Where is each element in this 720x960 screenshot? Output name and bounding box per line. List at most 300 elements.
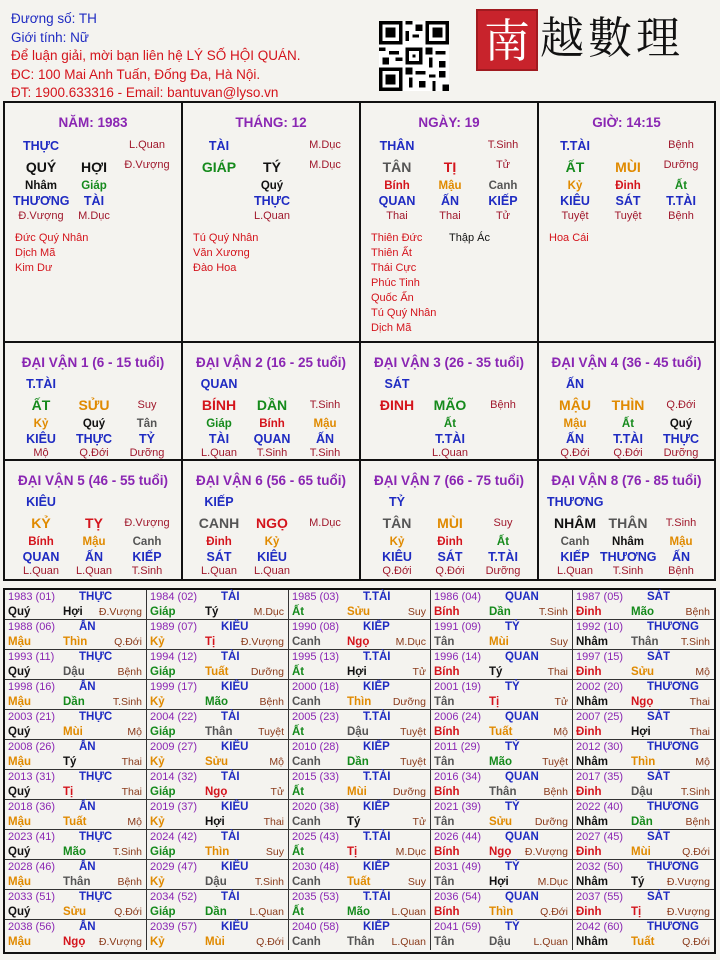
star-label: Kim Dư [15, 262, 53, 274]
chart-header [11, 10, 300, 103]
year-god: T.TÀI [363, 651, 391, 663]
year-cell [147, 740, 289, 770]
year-cell [289, 620, 431, 650]
dai-van-title: ĐẠI VẬN 3 (26 - 35 tuổi) [373, 355, 525, 370]
dai-van-hidden-god: THƯƠNG [600, 550, 657, 564]
year-stage: Q.Đới [114, 906, 142, 918]
year-label: 2001 (19) [434, 681, 482, 693]
dai-van-stage: M.Dục [309, 517, 341, 529]
hidden-stem: Bính [384, 180, 410, 192]
star-label: Tú Quý Nhân [371, 307, 437, 319]
year-god: THƯƠNG [647, 921, 699, 933]
year-god: KIẾP [363, 741, 390, 753]
year-stage: Q.Đới [256, 936, 284, 948]
year-stage: Tuyệt [400, 726, 426, 738]
dai-van-hidden-stem: Ất [443, 418, 457, 430]
year-label: 2026 (44) [434, 831, 482, 843]
dai-van-hidden-stage: L.Quan [200, 565, 238, 577]
year-cell [573, 890, 714, 920]
year-god: ẤN [79, 681, 96, 693]
year-stem: Ất [292, 726, 305, 738]
year-label: 2021 (39) [434, 801, 482, 813]
year-branch: Thìn [347, 696, 372, 708]
dai-van-hidden-god: TỶ [139, 432, 155, 446]
year-god: SÁT [647, 891, 670, 903]
pillar-cell [5, 103, 183, 343]
year-stem: Kỷ [150, 756, 165, 768]
dai-van-hidden-god: SÁT [437, 550, 463, 564]
dai-van-god: T.TÀI [26, 377, 56, 391]
year-branch: Dậu [631, 786, 653, 798]
hidden-god: T.TÀI [666, 194, 696, 208]
year-stage: M.Dục [537, 876, 568, 888]
year-branch: Tý [63, 756, 77, 768]
year-stem: Kỷ [150, 636, 165, 648]
dai-van-hidden-stage: T.Sinh [256, 447, 288, 459]
year-stage: Thai [547, 666, 568, 678]
year-label: 2029 (47) [150, 861, 198, 873]
year-stem: Quý [8, 666, 31, 678]
year-god: THƯƠNG [647, 681, 699, 693]
hidden-stage: Bệnh [668, 210, 694, 222]
year-label: 2040 (58) [292, 921, 340, 933]
hidden-stage: M.Dục [78, 210, 110, 222]
year-branch: Dậu [63, 666, 85, 678]
year-branch: Mùi [347, 786, 367, 798]
year-stage: Suy [407, 606, 426, 618]
year-god: SÁT [647, 591, 670, 603]
dai-van-title: ĐẠI VẬN 4 (36 - 45 tuổi) [551, 355, 702, 370]
dai-van-stage: Q.Đới [666, 399, 696, 411]
year-stem: Mậu [8, 696, 31, 708]
year-god: ẤN [79, 861, 96, 873]
year-stem: Đinh [576, 846, 602, 858]
year-god: TÀI [221, 891, 240, 903]
year-label: 2019 (37) [150, 801, 198, 813]
year-cell [573, 650, 714, 680]
hidden-stem: Canh [488, 180, 518, 192]
dai-van-hidden-god: QUAN [253, 432, 291, 446]
year-cell [147, 830, 289, 860]
year-stage: L.Quan [391, 936, 426, 948]
year-branch: Tuất [63, 816, 87, 828]
year-stem: Bính [434, 846, 460, 858]
year-stem: Tân [434, 816, 455, 828]
dai-van-hidden-stem: Quý [82, 418, 106, 430]
dai-van-hidden-stage: Q.Đới [79, 447, 109, 459]
year-stem: Giáp [150, 786, 176, 798]
year-branch: Sửu [489, 816, 513, 828]
qr-code-icon [379, 21, 449, 91]
dai-van-hidden-stage: T.Sinh [131, 565, 163, 577]
year-stage: Bệnh [117, 666, 142, 678]
dai-van-hidden-stage: L.Quan [22, 565, 60, 577]
year-cell [573, 590, 714, 620]
year-cell [5, 740, 147, 770]
hidden-god: ẤN [440, 194, 460, 208]
dai-van-hidden-god: ẤN [315, 432, 335, 446]
dai-van-cell [539, 461, 714, 579]
dai-van-stage: Suy [137, 399, 157, 411]
year-stage: Dưỡng [534, 816, 568, 828]
phone-email-line: ĐT: 1900.633316 - Email: bantuvan@lyso.vn [11, 85, 279, 100]
year-branch: Thân [205, 726, 233, 738]
hidden-stage: Tuyệt [561, 210, 589, 222]
dai-van-branch: MÃO [433, 397, 467, 413]
dai-van-hidden-stem: Ất [621, 418, 635, 430]
pillar-cell [361, 103, 539, 343]
year-stage: Đ.Vượng [98, 606, 142, 618]
year-god: TÀI [221, 591, 240, 603]
year-label: 2033 (51) [8, 891, 56, 903]
dai-van-title: ĐẠI VẬN 5 (46 - 55 tuổi) [17, 473, 169, 488]
dai-van-stem: ĐINH [379, 397, 415, 413]
year-stem: Tân [434, 936, 455, 948]
year-stage: Tử [412, 816, 426, 828]
hidden-god: SÁT [615, 194, 641, 208]
dai-van-hidden-stem: Tân [136, 418, 158, 430]
year-cell [5, 920, 147, 950]
year-cell [431, 620, 573, 650]
year-god: THƯƠNG [647, 861, 699, 873]
year-stem: Nhâm [576, 756, 608, 768]
dai-van-hidden-stem: Giáp [206, 418, 232, 430]
year-label: 1988 (06) [8, 621, 56, 633]
hidden-god: THƯƠNG [13, 194, 70, 208]
dai-van-hidden-stage: L.Quan [431, 447, 469, 459]
year-cell [5, 680, 147, 710]
year-stem: Quý [8, 846, 31, 858]
hidden-stem: Mậu [438, 180, 462, 192]
year-cell [431, 590, 573, 620]
year-god: KIẾP [363, 921, 390, 933]
dai-van-hidden-stem: Mậu [669, 536, 693, 548]
year-stem: Tân [434, 756, 455, 768]
year-cell [573, 740, 714, 770]
hidden-stem: Giáp [81, 180, 107, 192]
year-branch: Mão [205, 696, 228, 708]
year-cell [431, 680, 573, 710]
year-stem: Nhâm [576, 876, 608, 888]
hidden-god: QUAN [378, 194, 416, 208]
year-stage: Thai [121, 786, 142, 798]
hidden-stem: Đinh [615, 180, 641, 192]
hidden-stem: Ất [674, 180, 688, 192]
dai-van-hidden-stem: Bính [259, 418, 285, 430]
year-stem: Bính [434, 906, 460, 918]
year-branch: Dậu [489, 936, 511, 948]
star-label: Văn Xương [193, 247, 250, 259]
year-label: 2000 (18) [292, 681, 340, 693]
year-branch: Mão [489, 756, 512, 768]
year-cell [147, 590, 289, 620]
pillar-stem: QUÝ [25, 159, 57, 175]
year-branch: Ngọ [63, 936, 86, 948]
year-cell [289, 830, 431, 860]
year-label: 2007 (25) [576, 711, 624, 723]
dai-van-hidden-god: QUAN [22, 550, 60, 564]
year-god: THỰC [79, 891, 113, 903]
year-stem: Đinh [576, 666, 602, 678]
dai-van-hidden-stage: L.Quan [253, 565, 291, 577]
pillar-stage: Đ.Vượng [124, 159, 170, 171]
year-branch: Ngọ [205, 786, 228, 798]
dai-van-god: KIÊU [26, 495, 56, 509]
year-label: 2039 (57) [150, 921, 198, 933]
dai-van-hidden-god: THỰC [662, 432, 700, 446]
dai-van-title: ĐẠI VẬN 1 (6 - 15 tuổi) [21, 355, 165, 370]
year-label: 2036 (54) [434, 891, 482, 903]
year-cell [431, 860, 573, 890]
year-cell [5, 710, 147, 740]
year-god: TỶ [505, 801, 520, 813]
dai-van-stage: T.Sinh [665, 517, 697, 529]
year-stem: Canh [292, 816, 321, 828]
dai-van-hidden-stem: Nhâm [612, 536, 644, 548]
dai-van-hidden-stage: L.Quan [556, 565, 594, 577]
year-god: TÀI [221, 831, 240, 843]
year-stage: T.Sinh [680, 636, 710, 648]
dai-van-cell [5, 343, 183, 461]
year-stem: Đinh [576, 606, 602, 618]
year-stem: Canh [292, 756, 321, 768]
dai-van-stage: Suy [493, 517, 513, 529]
dai-van-hidden-god: T.TÀI [435, 432, 465, 446]
year-table [3, 588, 716, 954]
pillar-branch: TỊ [443, 159, 457, 175]
year-label: 2003 (21) [8, 711, 56, 723]
star-label: Dịch Mã [15, 247, 56, 259]
year-label: 2037 (55) [576, 891, 624, 903]
year-branch: Dần [489, 606, 511, 618]
year-stem: Mậu [8, 756, 31, 768]
year-cell [147, 770, 289, 800]
dai-van-hidden-stage: Dưỡng [129, 447, 165, 459]
year-branch: Ngọ [631, 696, 654, 708]
year-branch: Tý [489, 666, 503, 678]
year-branch: Mùi [631, 846, 651, 858]
year-god: THỰC [79, 651, 113, 663]
year-stage: Tuyệt [400, 756, 426, 768]
year-label: 2017 (35) [576, 771, 624, 783]
year-stage: Mộ [553, 726, 568, 738]
year-stage: Thai [121, 756, 142, 768]
year-branch: Sửu [631, 666, 655, 678]
dai-van-god: THƯƠNG [547, 495, 604, 509]
year-label: 2020 (38) [292, 801, 340, 813]
dai-van-hidden-stem: Canh [560, 536, 590, 548]
year-stem: Mậu [8, 936, 31, 948]
hidden-stem: Nhâm [25, 180, 57, 192]
year-stage: T.Sinh [112, 696, 142, 708]
dai-van-hidden-stem: Mậu [313, 418, 337, 430]
hidden-stage: Đ.Vượng [18, 210, 64, 222]
dai-van-hidden-stem: Bính [28, 536, 54, 548]
dai-van-title: ĐẠI VẬN 2 (16 - 25 tuổi) [195, 355, 347, 370]
year-cell [573, 680, 714, 710]
year-cell [289, 740, 431, 770]
main-chart [3, 101, 716, 581]
dai-van-hidden-stem: Đinh [206, 536, 232, 548]
dai-van-hidden-god: ẤN [84, 550, 104, 564]
year-stage: Đ.Vượng [666, 906, 710, 918]
year-label: 1996 (14) [434, 651, 482, 663]
year-god: KIẾP [363, 801, 390, 813]
year-label: 1994 (12) [150, 651, 198, 663]
year-label: 2035 (53) [292, 891, 340, 903]
dai-van-stage: Đ.Vượng [124, 517, 170, 529]
year-cell [147, 650, 289, 680]
year-god: KIÊU [221, 801, 249, 813]
dai-van-branch: THÌN [611, 397, 645, 413]
year-cell [431, 890, 573, 920]
year-god: T.TÀI [363, 771, 391, 783]
year-branch: Thìn [631, 756, 656, 768]
year-god: TÀI [221, 771, 240, 783]
year-branch: Thân [347, 936, 375, 948]
year-stage: T.Sinh [112, 846, 142, 858]
year-branch: Tuất [347, 876, 371, 888]
dai-van-stem: KỶ [31, 515, 51, 531]
year-stage: Mộ [269, 756, 284, 768]
year-god: SÁT [647, 651, 670, 663]
pillar-title: GIỜ: 14:15 [592, 115, 661, 130]
year-label: 2016 (34) [434, 771, 482, 783]
pillar-stage: Dưỡng [663, 159, 699, 171]
hidden-stage: Thai [439, 210, 461, 222]
year-stage: Thai [689, 696, 710, 708]
year-branch: Tý [205, 606, 219, 618]
year-branch: Tị [63, 786, 74, 798]
year-label: 2013 (31) [8, 771, 56, 783]
pillar-title: THÁNG: 12 [235, 115, 307, 130]
year-stage: Tuyệt [258, 726, 284, 738]
year-stem: Canh [292, 636, 321, 648]
year-stage: M.Dục [253, 606, 284, 618]
year-cell [5, 800, 147, 830]
hidden-god: KIẾP [488, 194, 518, 208]
year-god: THỰC [79, 711, 113, 723]
dai-van-stem: ẤT [31, 397, 51, 413]
hidden-stage: L.Quan [253, 210, 291, 222]
year-stem: Ất [292, 606, 305, 618]
year-branch: Sửu [205, 756, 229, 768]
year-stem: Canh [292, 876, 321, 888]
year-god: T.TÀI [363, 831, 391, 843]
year-label: 2014 (32) [150, 771, 198, 783]
year-stage: T.Sinh [254, 876, 284, 888]
year-stage: Bệnh [543, 786, 568, 798]
year-god: QUAN [505, 591, 539, 603]
hidden-stem: Quý [260, 180, 284, 192]
dai-van-hidden-stage: Q.Đới [435, 565, 465, 577]
dai-van-hidden-god: KIÊU [382, 550, 412, 564]
year-stem: Kỷ [150, 936, 165, 948]
year-branch: Thân [489, 786, 517, 798]
year-god: ẤN [79, 921, 96, 933]
year-stage: M.Dục [395, 846, 426, 858]
year-god: SÁT [647, 831, 670, 843]
dai-van-hidden-god: SÁT [206, 550, 232, 564]
year-stage: Bệnh [685, 816, 710, 828]
year-cell [573, 920, 714, 950]
dai-van-hidden-stage: Q.Đới [560, 447, 590, 459]
year-stem: Canh [292, 696, 321, 708]
dai-van-branch: NGỌ [256, 515, 288, 531]
star-label: Đức Quý Nhân [15, 232, 89, 244]
year-stem: Bính [434, 606, 460, 618]
year-god: TÀI [221, 711, 240, 723]
year-label: 1992 (10) [576, 621, 624, 633]
year-branch: Tị [205, 636, 216, 648]
year-god: ẤN [79, 741, 96, 753]
year-cell [147, 860, 289, 890]
year-branch: Ngọ [347, 636, 370, 648]
year-god: SÁT [647, 711, 670, 723]
pillar-stem-god: TÀI [208, 139, 230, 153]
year-god: QUAN [505, 771, 539, 783]
pillar-stage: Tử [495, 159, 511, 171]
year-cell [147, 680, 289, 710]
hidden-stage: Tuyệt [614, 210, 642, 222]
hidden-stem: Kỷ [567, 180, 583, 192]
dai-van-hidden-stem: Canh [132, 536, 162, 548]
year-branch: Thân [631, 636, 659, 648]
pillar-cell [539, 103, 714, 343]
dai-van-god: KIẾP [204, 495, 234, 509]
year-stem: Canh [292, 936, 321, 948]
year-label: 2004 (22) [150, 711, 198, 723]
dai-van-hidden-stem: Kỷ [264, 536, 280, 548]
dai-van-hidden-stage: Mộ [33, 447, 49, 459]
year-stage: Dưỡng [392, 786, 426, 798]
pillar-stem: GIÁP [201, 159, 237, 175]
year-label: 1987 (05) [576, 591, 624, 603]
year-cell [289, 800, 431, 830]
year-cell [289, 710, 431, 740]
year-stage: Đ.Vượng [524, 846, 568, 858]
year-label: 1997 (15) [576, 651, 624, 663]
year-god: ẤN [79, 801, 96, 813]
year-stage: Q.Đới [682, 936, 710, 948]
year-branch: Tị [347, 846, 358, 858]
year-label: 2025 (43) [292, 831, 340, 843]
dai-van-title: ĐẠI VẬN 7 (66 - 75 tuổi) [373, 473, 525, 488]
year-stage: T.Sinh [680, 786, 710, 798]
year-stem: Đinh [576, 786, 602, 798]
year-label: 1983 (01) [8, 591, 56, 603]
year-god: SÁT [647, 771, 670, 783]
year-label: 1990 (08) [292, 621, 340, 633]
year-branch: Dần [205, 906, 227, 918]
dai-van-stem: TÂN [382, 515, 412, 531]
year-god: KIẾP [363, 621, 390, 633]
year-god: T.TÀI [363, 891, 391, 903]
dai-van-cell [183, 461, 361, 579]
year-cell [147, 890, 289, 920]
star-label: Phúc Tinh [371, 277, 420, 289]
dai-van-hidden-stem: Kỷ [389, 536, 405, 548]
year-branch: Tuất [631, 936, 655, 948]
year-stem: Kỷ [150, 816, 165, 828]
year-stage: Dưỡng [250, 666, 284, 678]
year-stage: Suy [549, 636, 568, 648]
year-cell [431, 650, 573, 680]
year-branch: Mão [631, 606, 654, 618]
dai-van-stage: T.Sinh [309, 399, 341, 411]
dai-van-hidden-stem: Kỷ [33, 418, 49, 430]
dai-van-hidden-god: ẤN [671, 550, 691, 564]
